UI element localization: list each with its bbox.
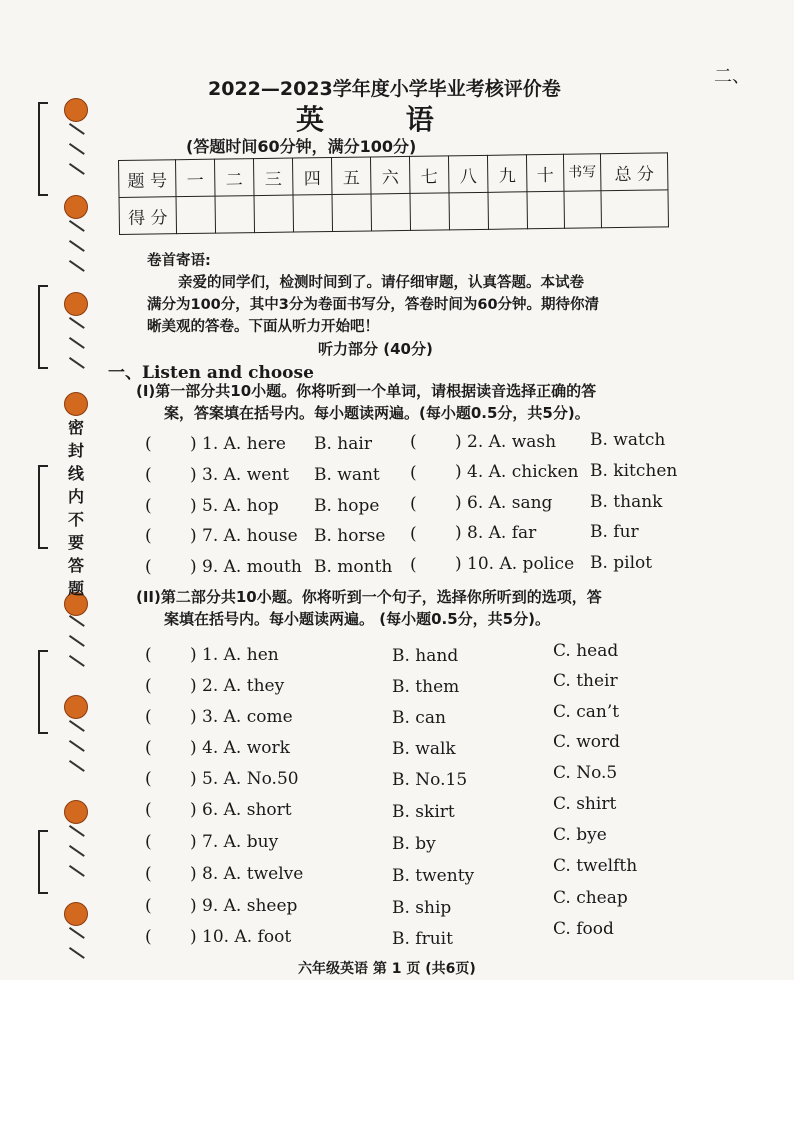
option-b: B. pilot (590, 553, 653, 573)
question-item: ) 5. A. No.50 (190, 769, 299, 789)
answer-bracket[interactable]: ( (145, 896, 152, 916)
question-item: ) 4. A. work (190, 738, 290, 758)
table-cell: 七 (409, 156, 449, 194)
option-b: B. ship (392, 898, 452, 918)
table-cell: 总 分 (600, 153, 668, 191)
margin-bracket (38, 465, 48, 549)
question-item: ) 2. A. they (190, 676, 285, 696)
table-cell: 得 分 (119, 197, 177, 235)
corner-mark: 二、 (714, 66, 750, 87)
table-cell: 八 (448, 155, 488, 193)
subject-title: 英 语 (296, 103, 470, 136)
answer-bracket[interactable]: ( (410, 494, 417, 514)
answer-bracket[interactable]: ( (145, 832, 152, 852)
option-b: B. by (392, 834, 436, 854)
score-input-cell[interactable] (254, 195, 294, 233)
option-b: B. hair (314, 434, 372, 454)
answer-bracket[interactable]: ( (145, 434, 152, 454)
page-footer: 六年级英语 第 1 页 (共6页) (298, 961, 476, 977)
option-c: C. shirt (553, 794, 617, 814)
answer-bracket[interactable]: ( (410, 555, 417, 575)
table-cell: 四 (292, 158, 332, 196)
answer-bracket[interactable]: ( (410, 524, 417, 544)
score-table (118, 152, 669, 235)
score-input-cell[interactable] (215, 196, 255, 234)
score-input-cell[interactable] (564, 191, 602, 229)
seal-char: 密 (68, 418, 85, 437)
question-item: ) 1. A. here (190, 434, 286, 454)
answer-bracket[interactable]: ( (145, 769, 152, 789)
seal-char: 内 (68, 487, 85, 506)
section-title: 一、Listen and choose (108, 363, 314, 383)
table-cell: 十 (526, 154, 564, 192)
seal-char: 不 (68, 510, 85, 529)
answer-bracket[interactable]: ( (145, 800, 152, 820)
option-c: C. word (553, 732, 621, 752)
option-b: B. thank (590, 492, 663, 512)
score-input-cell[interactable] (449, 192, 489, 230)
answer-bracket[interactable]: ( (145, 557, 152, 577)
question-item: ) 3. A. went (190, 465, 290, 485)
answer-bracket[interactable]: ( (145, 864, 152, 884)
option-c: C. bye (553, 825, 607, 845)
option-b: B. kitchen (590, 461, 678, 481)
score-input-cell[interactable] (293, 195, 333, 233)
binding-margin (38, 90, 98, 975)
message-line: 晰美观的答卷。下面从听力开始吧！ (147, 319, 379, 335)
option-b: B. No.15 (392, 770, 468, 790)
seal-char: 题 (68, 579, 85, 598)
option-c: C. twelfth (553, 856, 638, 876)
question-item: ) 6. A. short (190, 800, 292, 820)
option-c: C. can’t (553, 702, 620, 722)
table-cell: 九 (487, 155, 527, 193)
exam-title: 2022—2023学年度小学毕业考核评价卷 (208, 78, 561, 100)
question-item: ) 10. A. foot (190, 927, 292, 947)
option-b: B. hand (392, 646, 459, 666)
table-cell: 一 (176, 159, 216, 197)
binding-hole-icon (64, 695, 88, 719)
question-item: ) 7. A. house (190, 526, 298, 546)
table-cell: 六 (370, 156, 410, 194)
binding-hole-icon (64, 195, 88, 219)
option-c: C. their (553, 671, 618, 691)
margin-bracket (38, 285, 48, 369)
margin-bracket (38, 830, 48, 894)
answer-bracket[interactable]: ( (145, 645, 152, 665)
question-item: ) 5. A. hop (190, 496, 279, 516)
option-b: B. month (314, 557, 393, 577)
option-b: B. skirt (392, 802, 455, 822)
option-b: B. horse (314, 526, 386, 546)
score-input-cell[interactable] (371, 193, 411, 231)
table-cell: 三 (253, 158, 293, 196)
option-c: C. No.5 (553, 763, 618, 783)
option-c: C. food (553, 919, 614, 939)
answer-bracket[interactable]: ( (410, 463, 417, 483)
answer-bracket[interactable]: ( (145, 526, 152, 546)
score-input-cell[interactable] (601, 190, 669, 228)
option-c: C. head (553, 641, 619, 661)
score-input-cell[interactable] (488, 192, 528, 230)
binding-hole-icon (64, 392, 88, 416)
seal-char: 要 (68, 533, 85, 552)
question-item: ) 6. A. sang (455, 493, 553, 513)
answer-bracket[interactable]: ( (145, 676, 152, 696)
question-item: ) 9. A. sheep (190, 896, 298, 916)
score-input-cell[interactable] (176, 196, 216, 234)
question-item: ) 2. A. wash (455, 432, 557, 452)
margin-bracket (38, 650, 48, 734)
listening-heading: 听力部分 (40分) (318, 340, 433, 358)
score-table-score-row (119, 190, 668, 235)
part1-instruction: 案，答案填在括号内。每小题读两遍。(每小题0.5分，共5分)。 (164, 404, 590, 422)
message-line: 亲爱的同学们，检测时间到了。请仔细审题，认真答题。本试卷 (178, 275, 584, 291)
option-b: B. can (392, 708, 446, 728)
question-item: ) 4. A. chicken (455, 462, 579, 482)
answer-bracket[interactable]: ( (145, 465, 152, 485)
answer-bracket[interactable]: ( (145, 496, 152, 516)
message-line: 满分为100分，其中3分为卷面书写分，答卷时间为60分钟。期待你清 (147, 297, 600, 313)
question-item: ) 1. A. hen (190, 645, 279, 665)
part2-instruction: 案填在括号内。每小题读两遍。 (每小题0.5分，共5分)。 (164, 610, 550, 628)
margin-bracket (38, 102, 48, 196)
part2-instruction: (II)第二部分共10小题。你将听到一个句子，选择你所听到的选项，答 (136, 588, 602, 606)
question-item: ) 3. A. come (190, 707, 293, 727)
option-b: B. hope (314, 496, 380, 516)
answer-bracket[interactable]: ( (145, 738, 152, 758)
score-input-cell[interactable] (527, 191, 565, 229)
part1-instruction: (I)第一部分共10小题。你将听到一个单词，请根据读音选择正确的答 (136, 382, 597, 400)
option-c: C. cheap (553, 888, 628, 908)
binding-hole-icon (64, 902, 88, 926)
table-cell: 二 (214, 159, 254, 197)
option-b: B. twenty (392, 866, 475, 886)
binding-hole-icon (64, 98, 88, 122)
score-input-cell[interactable] (410, 193, 450, 231)
option-b: B. walk (392, 739, 456, 759)
table-cell: 五 (331, 157, 371, 195)
question-item: ) 8. A. twelve (190, 864, 304, 884)
option-b: B. fur (590, 522, 639, 542)
table-cell: 书写 (563, 154, 601, 192)
question-item: ) 10. A. police (455, 554, 575, 574)
seal-char: 线 (68, 464, 85, 483)
time-info: (答题时间60分钟，满分100分) (186, 137, 417, 156)
option-b: B. them (392, 677, 460, 697)
message-heading: 卷首寄语: (147, 253, 211, 269)
answer-bracket[interactable]: ( (410, 432, 417, 452)
table-cell: 题 号 (119, 160, 177, 198)
question-item: ) 9. A. mouth (190, 557, 302, 577)
option-b: B. fruit (392, 929, 453, 949)
option-b: B. want (314, 465, 380, 485)
binding-hole-icon (64, 800, 88, 824)
answer-bracket[interactable]: ( (145, 707, 152, 727)
question-item: ) 7. A. buy (190, 832, 279, 852)
binding-hole-icon (64, 292, 88, 316)
question-item: ) 8. A. far (455, 523, 537, 543)
score-input-cell[interactable] (332, 194, 372, 232)
seal-char: 封 (68, 441, 85, 460)
seal-char: 答 (68, 556, 85, 575)
answer-bracket[interactable]: ( (145, 927, 152, 947)
option-b: B. watch (590, 430, 666, 450)
